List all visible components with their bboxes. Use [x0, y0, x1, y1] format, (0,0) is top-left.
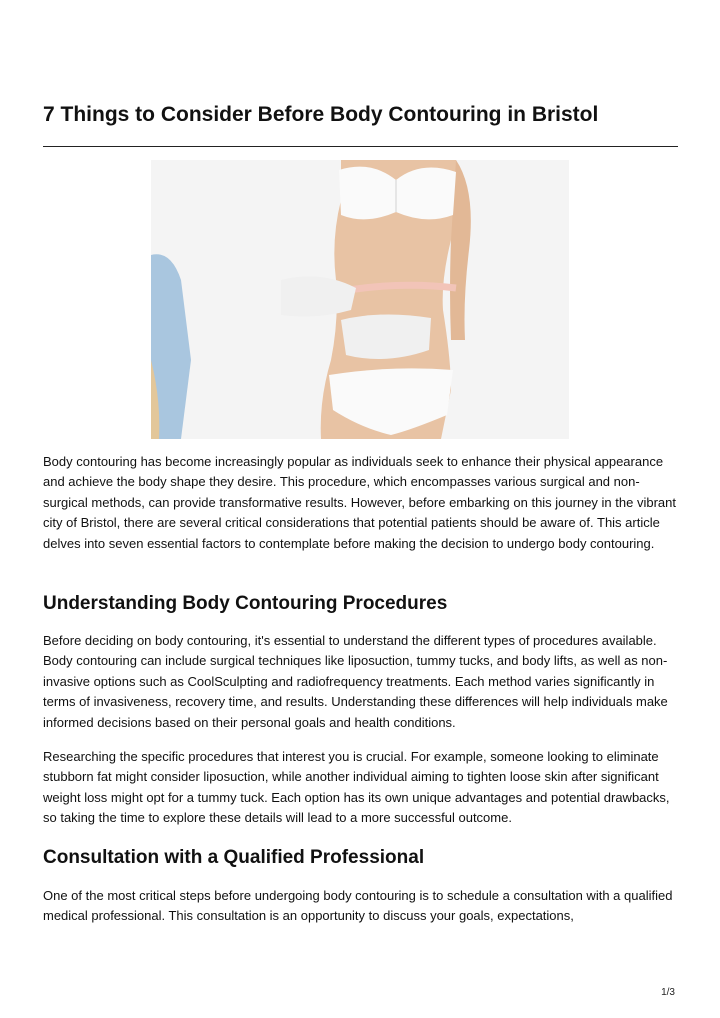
intro-paragraph: Body contouring has become increasingly popular as individuals seek to enhance their physical appearance and achieve the body shape they desire. This procedure, which encompasses various surgical and non-surgical methods, can provide transformative results. However, before embarking on this journey in the vibrant city of Bristol, there are several critical considerations that potential patients should be aware of. This article delves into seven essential factors to contemplate before making the decision to undergo body contouring.: [43, 454, 676, 551]
body-paragraph: Researching the specific procedures that interest you is crucial. For example, someone looking to eliminate stubborn fat might consider liposuction, while another individual aiming to tighten loose skin after significant weight loss might opt for a tummy tuck. Each option has its own unique advantages and potential drawbacks, so taking the time to explore these details will lead to a more successful outcome.: [43, 749, 670, 826]
body-contouring-photo-icon: [151, 160, 569, 439]
hero-image: [151, 160, 569, 439]
section-heading: Consultation with a Qualified Professional: [43, 847, 425, 868]
title-divider: [43, 146, 678, 147]
page-title: 7 Things to Consider Before Body Contouring in Bristol: [43, 103, 599, 126]
body-paragraph: One of the most critical steps before undergoing body contouring is to schedule a consultation with a qualified medical professional. This consultation is an opportunity to discuss your goals, expectations,: [43, 888, 673, 924]
section-heading: Understanding Body Contouring Procedures: [43, 593, 448, 614]
page-number: 1/3: [661, 987, 675, 998]
body-paragraph: Before deciding on body contouring, it's essential to understand the different types of procedures available. Body contouring can include surgical techniques like liposuction, tummy tucks, and body lifts, as well as non-invasive options such as CoolSculpting and radiofrequency treatments. Each method varies significantly in terms of invasiveness, recovery time, and results. Understanding these differences will help individuals make informed decisions based on their personal goals and health conditions.: [43, 633, 668, 730]
